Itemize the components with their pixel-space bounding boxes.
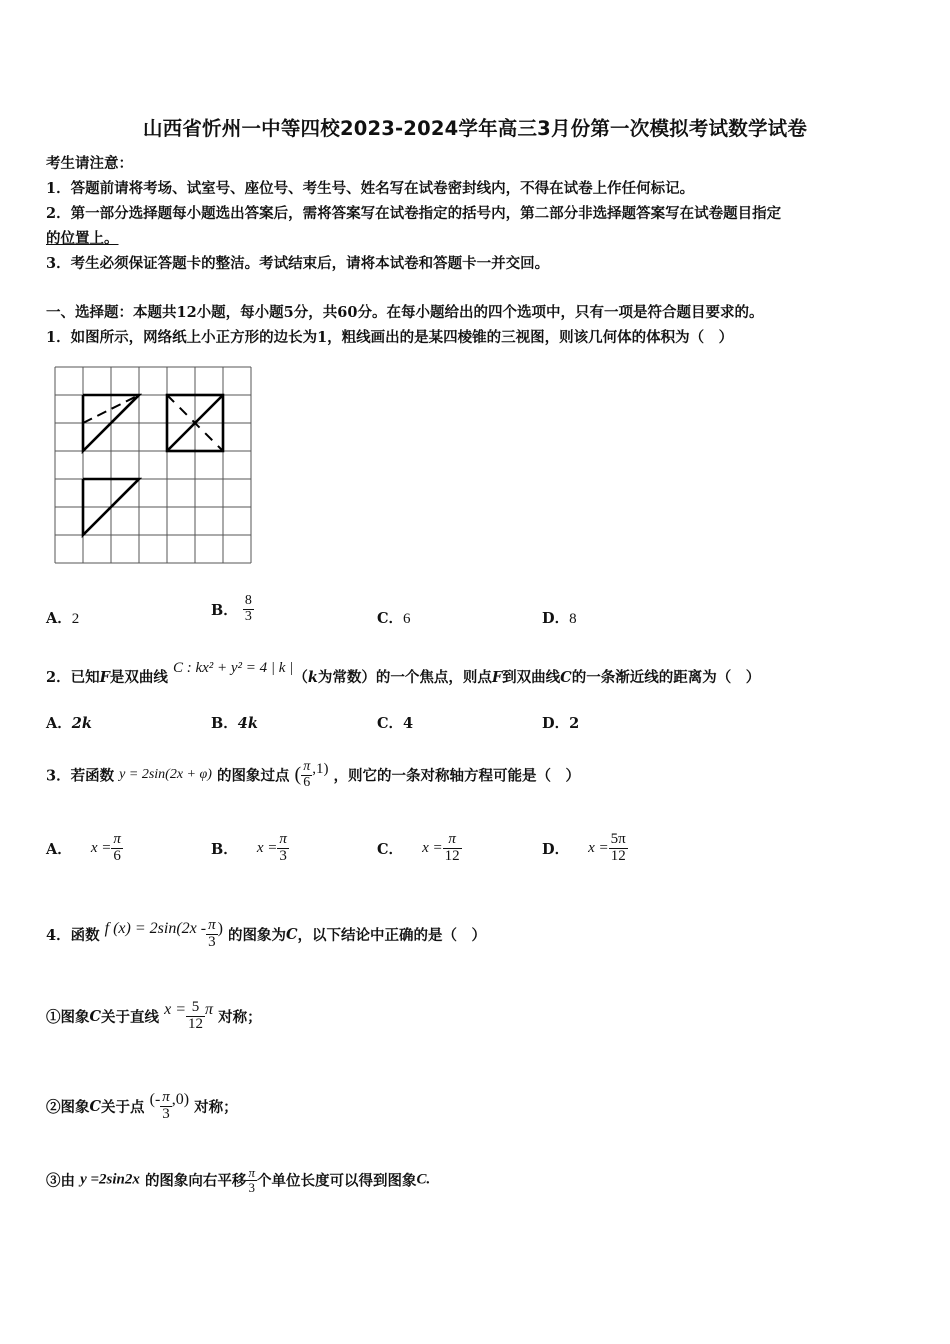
q2-option-d[interactable]: D．2 [542,715,580,732]
notice-item-1: 1．答题前请将考场、试室号、座位号、考生号、姓名写在试卷密封线内，不得在试卷上作任何标记。 [46,180,695,197]
q3-stem: 3．若函数 y = 2sin(2x + φ) 的图象过点 ( $\frac{\pi}{6}$ ,1) ，则它的一条对称轴方程可能是（ ） [46,759,581,790]
notice-item-3: 3．考生必须保证答题卡的整洁。考试结束后，请将本试卷和答题卡一并交回。 [46,255,550,272]
q3-option-b[interactable]: B． x = $\frac{\pi}{3}$ [211,831,287,864]
page-title: 山西省忻州一中等四校2023-2024学年高三3月份第一次模拟考试数学试卷 [142,117,808,140]
q2-stem: 2．已知F是双曲线 C : kx² + y² = 4 | k |（k为常数）的一个焦点，则点F到双曲线C的一条渐近线的距离为（ ） [46,660,761,686]
q4-statement-2: ②图象C关于点 (- $\frac{\pi}{3}$ ,0) 对称； [46,1089,238,1122]
q2-formula: C : kx² + y² = 4 | k | [172,660,294,676]
q4-statement-3: ③由 y =2sin2x 的图象向右平移 $\frac{\pi}{3}$ 个单位长度可以得到图象C. [46,1165,431,1195]
notice-item-2-cont: 的位置上。 [46,230,119,247]
q1-stem: 1．如图所示，网络纸上小正方形的边长为1，粗线画出的是某四棱锥的三视图，则该几何体的体积为（ ） [46,329,734,346]
notice-heading: 考生请注意： [46,155,133,172]
notice-item-2: 2．第一部分选择题每小题选出答案后，需将答案写在试卷指定的括号内，第二部分非选择题答案写在试卷题目指定 [46,205,782,222]
q1-option-a[interactable]: A．2 [46,610,80,627]
q2-option-a[interactable]: A．2k [46,715,92,732]
q3-option-a[interactable]: A． x = $\frac{\pi}{6}$ [46,831,121,864]
q3-option-c[interactable]: C． x = $\frac{\pi}{12}$ [377,831,460,864]
q3-formula: y = 2sin(2x + φ) [119,767,212,783]
q1-option-c[interactable]: C．6 [377,610,411,627]
q2-option-b[interactable]: B．4k [211,715,258,732]
q3-option-d[interactable]: D． x = $\frac{5\pi}{12}$ [542,831,626,864]
q4-statement-1: ①图象C关于直线 x = $\frac{5}{12}$ π 对称； [46,999,262,1032]
section-heading: 一、选择题：本题共12小题，每小题5分，共60分。在每小题给出的四个选项中，只有一项是符合题目要求的。 [46,304,764,321]
q2-option-c[interactable]: C．4 [377,715,414,732]
q4-formula: f (x) = 2sin(2x - [104,920,207,938]
q1-option-d[interactable]: D．8 [542,610,577,627]
q4-stem: 4．函数 f (x) = 2sin(2x - $\frac{\pi}{3}$ ) 的图象为C，以下结论中正确的是（ ） [46,917,487,950]
three-view-figure [50,362,256,570]
q1-option-b[interactable]: B． $\frac{8}{3}$ [211,593,252,624]
